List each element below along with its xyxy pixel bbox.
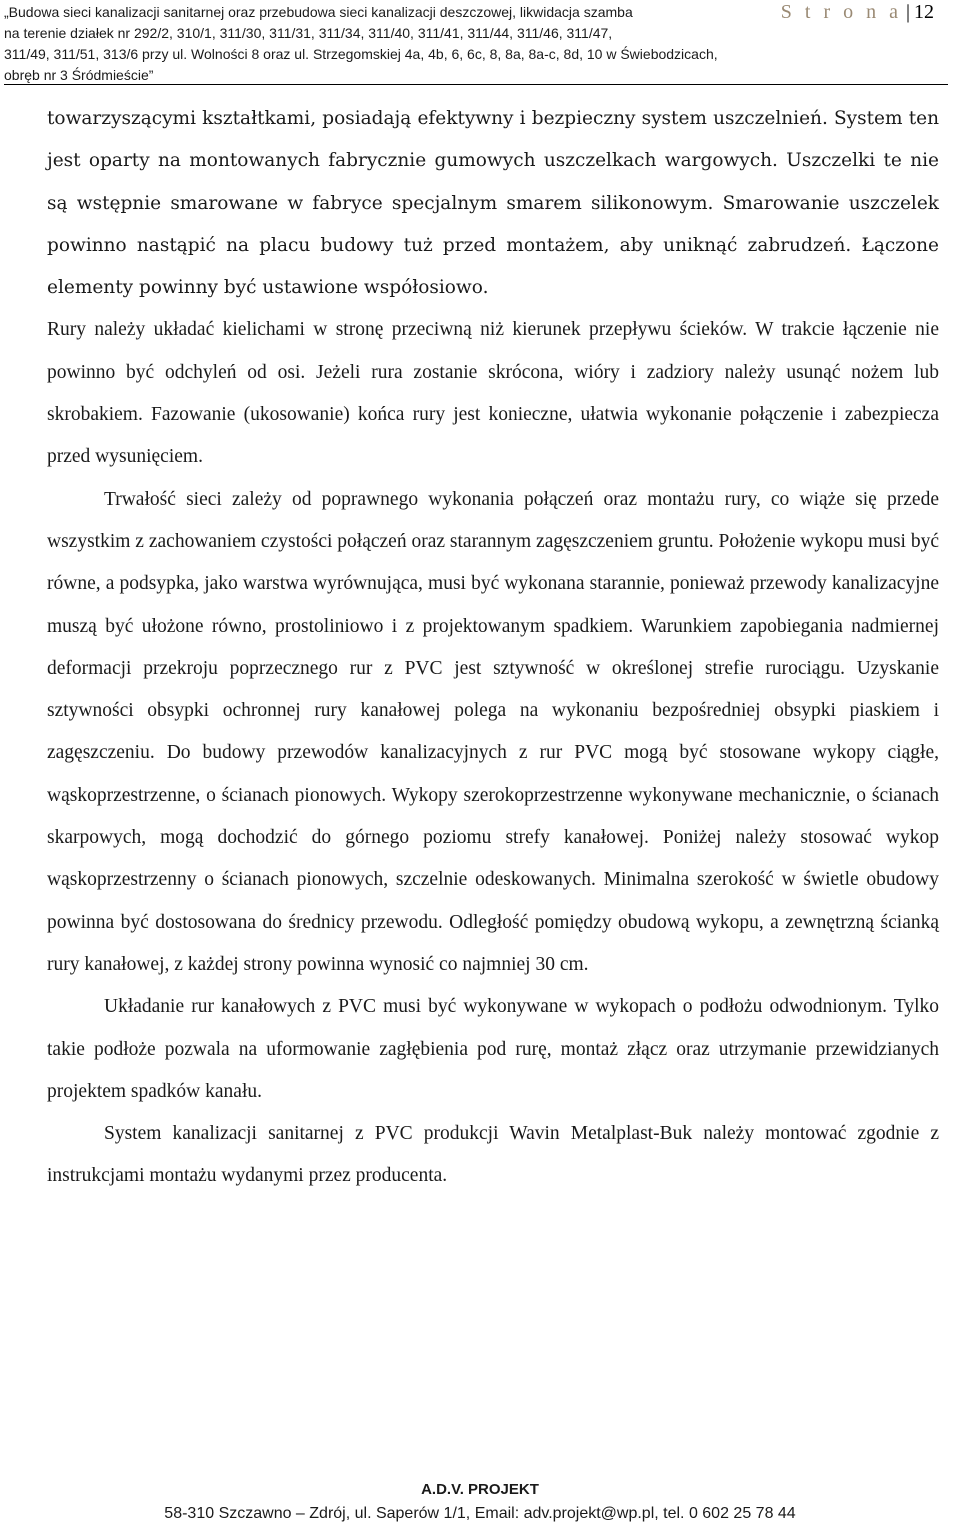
title-line: 311/49, 311/51, 313/6 przy ul. Wolności 8 oraz ul. Strzegomskiej 4a, 4b, 6, 6c, 8, 8a, 8a-c, 8d, 10 w Świebodzicach, [4,46,718,62]
title-line: na terenie działek nr 292/2, 310/1, 311/30, 311/31, 311/34, 311/40, 311/41, 311/44, 311/46, 311/47, [4,25,613,41]
paragraph: Rury należy układać kielichami w stronę przeciwną niż kierunek przepływu ścieków. W trakcie łączenie nie powinno być odchyleń od osi. Jeżeli rura zostanie skrócona, wióry i zadziory należy usunąć nożem lub skrobakiem. Fazowanie (ukosowanie) końca rury jest konieczne, ułatwia wykonanie połączenie i zabezpiecza przed wysunięciem. [47,319,939,468]
document-title [4,2,804,86]
page-footer [0,1478,960,1526]
paragraph: System kanalizacji sanitarnej z PVC produkcji Wavin Metalplast-Buk należy montować zgodnie z instrukcjami montażu wydanymi przez producenta. [47,1123,939,1187]
paragraph: Trwałość sieci zależy od poprawnego wykonania połączeń oraz montażu rury, co wiąże się przede wszystkim z zachowaniem czystości połączeń oraz starannym zagęszczeniem gruntu. Położenie wykopu musi być równe, a podsypka, jako warstwa wyrównująca, musi być wykonana starannie, ponieważ przewody kanalizacyjne muszą być ułożone równo, prostoliniowo i z projektowanym spadkiem. Warunkiem zapobiegania nadmiernej deformacji przekroju poprzecznego rur z PVC jest sztywność w określonej strefie rurociągu. Uzyskanie sztywności obsypki ochronnej rury kanałowej polega na wykonaniu bezpośredniej obsypki piaskiem i zagęszczeniu. Do budowy przewodów kanalizacyjnych z rur PVC mogą być stosowane wykopy ciągłe, wąskoprzestrzenne, o ścianach pionowych. Wykopy szerokoprzestrzenne wykonywane mechanicznie, o ścianach skarpowych, mogą dochodzić do górnego poziomu strefy kanałowej. Poniżej należy stosować wykop wąskoprzestrzenny o ścianach pionowych, szczelnie odeskowanych. Minimalna szerokość w świetle obudowy powinna być dostosowana do średnicy przewodu. Odległość pomiędzy obudową wykopu, a zewnętrzną ścianką rury kanałowej, z każdej strony powinna wynosić co najmniej 30 cm. [47,488,939,975]
page-number: 12 [914,1,934,23]
page-word: S t r o n a [780,1,902,23]
page-separator: | [905,1,910,23]
footer-address: 58-310 Szczawno – Zdrój, ul. Saperów 1/1, Email: adv.projekt@wp.pl, tel. 0 602 25 78 44 [164,1505,796,1522]
title-line: „Budowa sieci kanalizacji sanitarnej oraz przebudowa sieci kanalizacji deszczowej, likwidacja szamba [4,4,633,20]
title-line: obręb nr 3 Śródmieście” [4,67,154,83]
document-body [47,98,939,1198]
paragraph: towarzyszącymi kształtkami, posiadają efektywny i bezpieczny system uszczelnień. System ten jest oparty na montowanych fabrycznie gumowych uszczelkach wargowych. Uszczelki te nie są wstępnie smarowane w fabryce specjalnym smarem silikonowym. Smarowanie uszczelek powinno nastąpić na placu budowy tuż przed montażem, aby uniknąć zabrudzeń. Łączone elementy powinny być ustawione współosiowo. [47,108,939,299]
footer-company: A.D.V. PROJEKT [421,1481,539,1498]
page-header [4,0,948,85]
page-indicator [781,0,934,24]
paragraph: Układanie rur kanałowych z PVC musi być wykonywane w wykopach o podłożu odwodnionym. Tylko takie podłoże pozwala na uformowanie zagłębienia pod rurę, montaż złącz oraz utrzymanie przewidzianych projektem spadków kanału. [47,996,939,1102]
